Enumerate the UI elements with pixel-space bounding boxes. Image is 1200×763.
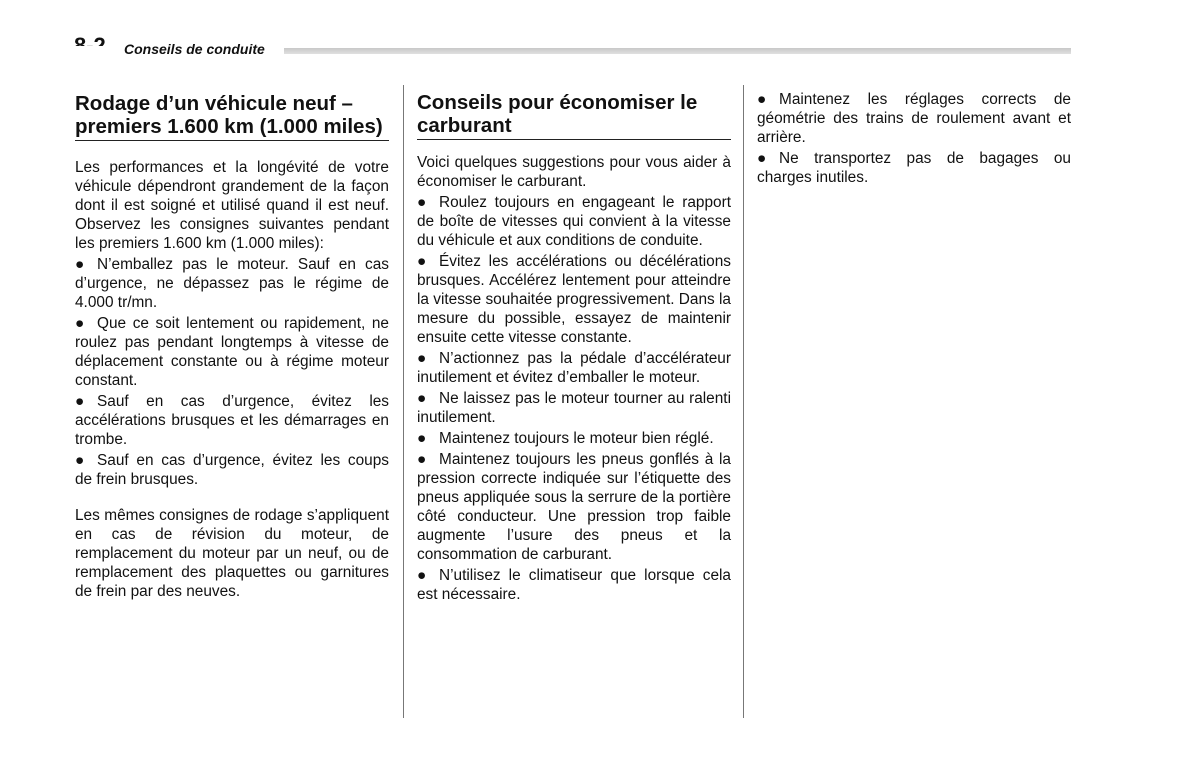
column-right: [757, 90, 1071, 187]
list-item: ● N’emballez pas le moteur. Sauf en cas d’urgence, ne dépassez pas le régime de 4.000 tr/mn.: [75, 256, 389, 311]
bullet-icon: ●: [417, 253, 427, 270]
bullet-icon: ●: [75, 315, 85, 332]
list-item: ● Sauf en cas d’urgence, évitez les coups de frein brusques.: [75, 452, 389, 488]
column-divider: [743, 85, 744, 718]
list-item: ● Évitez les accélérations ou décélérations brusques. Accélérez lentement pour atteindre la vitesse souhaitée progressivement. Dans la mesure du possible, essayez de maintenir ensuite cette vitesse constante.: [417, 253, 731, 346]
list-item: ● N’utilisez le climatiseur que lorsque cela est nécessaire.: [417, 567, 731, 603]
bullet-icon: ●: [417, 451, 427, 468]
list-item: ● N’actionnez pas la pédale d’accélérateur inutilement et évitez d’emballer le moteur.: [417, 350, 731, 386]
section-title-break-in: Rodage d’un véhicule neuf – premiers 1.600 km (1.000 miles): [75, 92, 389, 141]
bullet-icon: ●: [757, 150, 767, 167]
bullet-icon: ●: [417, 430, 427, 447]
list-item: ● Maintenez toujours les pneus gonflés à la pression correcte indiquée sur l’étiquette des pneus appliquée sous la serrure de la portière côté conducteur. Une pression trop faible augmente l’usure des pneus et la consommation de carburant.: [417, 451, 731, 563]
fuel-intro: Voici quelques suggestions pour vous aider à économiser le carburant.: [417, 154, 731, 190]
column-middle: [417, 88, 731, 604]
break-in-closing: Les mêmes consignes de rodage s’appliquent en cas de révision du moteur, de remplacement du moteur par un neuf, ou de remplacement des plaquettes ou garnitures de frein par des neuves.: [75, 507, 389, 600]
column-divider: [403, 85, 404, 718]
bullet-icon: ●: [417, 194, 427, 211]
list-item: ● Maintenez les réglages corrects de géométrie des trains de roulement avant et arrière.: [757, 91, 1071, 146]
chapter-title: Conseils de conduite: [124, 41, 265, 57]
bullet-icon: ●: [417, 390, 427, 407]
bullet-icon: ●: [75, 393, 85, 410]
bullet-icon: ●: [75, 452, 85, 469]
list-item: ● Roulez toujours en engageant le rapport de boîte de vitesses qui convient à la vitesse du véhicule et aux conditions de conduite.: [417, 194, 731, 249]
list-item: ● Ne laissez pas le moteur tourner au ralenti inutilement.: [417, 390, 731, 426]
break-in-intro: Les performances et la longévité de votre véhicule dépendront grandement de la façon dont il est soigné et utilisé quand il est neuf. Observez les consignes suivantes pendant les premiers 1.600 km (1.000 miles):: [75, 159, 389, 252]
column-left: [75, 88, 389, 601]
list-item: ● Maintenez toujours le moteur bien réglé.: [417, 430, 714, 447]
bullet-icon: ●: [75, 256, 85, 273]
bullet-icon: ●: [757, 91, 767, 108]
list-item: ● Que ce soit lentement ou rapidement, ne roulez pas pendant longtemps à vitesse de déplacement constante ou à régime moteur constant.: [75, 315, 389, 389]
list-item: ● Ne transportez pas de bagages ou charges inutiles.: [757, 150, 1071, 186]
section-title-fuel: Conseils pour économiser le carburant: [417, 91, 731, 140]
bullet-icon: ●: [417, 567, 427, 584]
bullet-icon: ●: [417, 350, 427, 367]
list-item: ● Sauf en cas d’urgence, évitez les accélérations brusques et les démarrages en trombe.: [75, 393, 389, 448]
